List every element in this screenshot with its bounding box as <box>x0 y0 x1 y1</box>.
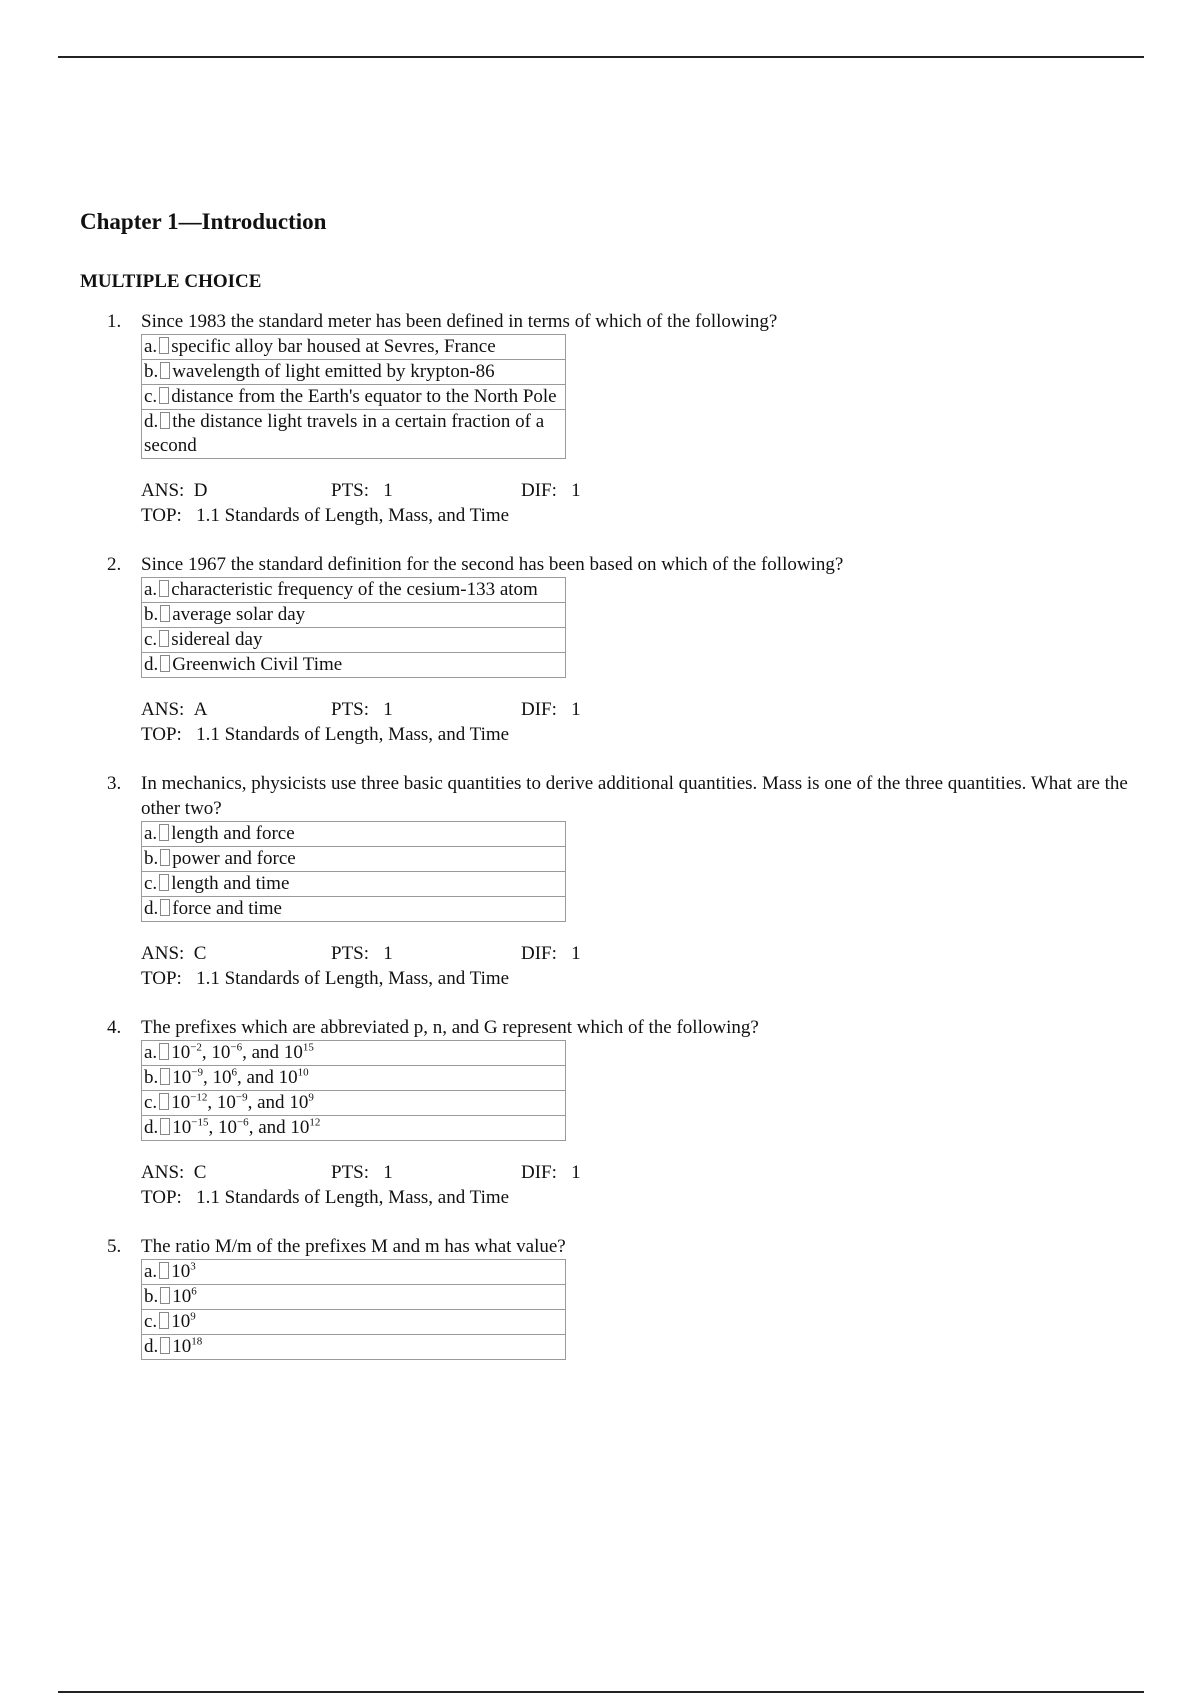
question-number: 4. <box>107 1017 122 1038</box>
option-letter: d. <box>144 1336 159 1357</box>
option-letter: a. <box>144 1261 158 1282</box>
pts-value: 1 <box>383 480 393 501</box>
power-base: 10 <box>171 1311 191 1332</box>
answer-meta <box>141 478 1130 528</box>
top-value: 1.1 Standards of Length, Mass, and Time <box>196 1187 510 1208</box>
option-row <box>142 1285 566 1310</box>
meta-row <box>141 503 1130 528</box>
option-row <box>142 1091 566 1116</box>
meta-row <box>141 966 1130 991</box>
options-table <box>141 1040 566 1141</box>
option-cell <box>142 335 566 360</box>
power-exponent: −12 <box>190 1091 208 1104</box>
checkbox-glyph-icon <box>160 655 170 672</box>
option-cell <box>142 603 566 628</box>
power-base: 10 <box>172 1117 192 1138</box>
power-base: 10 <box>172 1286 192 1307</box>
question-body <box>141 309 1130 528</box>
option-letter: b. <box>144 1067 159 1088</box>
top-value: 1.1 Standards of Length, Mass, and Time <box>196 505 510 526</box>
meta-row <box>141 722 1130 747</box>
document-body <box>80 210 1130 1384</box>
dif-label: DIF: <box>521 1162 557 1183</box>
option-text: length and time <box>171 873 290 894</box>
option-row <box>142 628 566 653</box>
dif-value: 1 <box>571 1162 581 1183</box>
options-table <box>141 1259 566 1360</box>
option-cell <box>142 872 566 897</box>
topic <box>141 503 509 528</box>
option-cell: b. $10^{-9}$, $10^6$, and $10^{10}$ <box>142 1066 566 1091</box>
option-letter: a. <box>144 823 158 844</box>
power-base: 10 <box>171 1092 191 1113</box>
top-value: 1.1 Standards of Length, Mass, and Time <box>196 724 510 745</box>
option-cell <box>142 653 566 678</box>
option-text: sidereal day <box>171 629 263 650</box>
option-text: distance from the Earth's equator to the North Pole <box>171 386 557 407</box>
option-cell <box>142 578 566 603</box>
option-letter: c. <box>144 1311 158 1332</box>
checkbox-glyph-icon <box>159 1043 169 1060</box>
dif-value: 1 <box>571 699 581 720</box>
pts-value: 1 <box>383 943 393 964</box>
checkbox-glyph-icon <box>160 849 170 866</box>
question <box>80 1234 1130 1360</box>
dif-label: DIF: <box>521 943 557 964</box>
meta-row <box>141 478 1130 503</box>
options-table <box>141 821 566 922</box>
question-list <box>80 309 1130 1360</box>
question-text: Since 1967 the standard definition for the second has been based on which of the following? <box>141 554 844 575</box>
option-row <box>142 385 566 410</box>
power-exponent: 18 <box>191 1335 203 1348</box>
option-cell <box>142 385 566 410</box>
option-letter: d. <box>144 1117 159 1138</box>
top-label: TOP: <box>141 724 182 745</box>
points <box>331 941 521 966</box>
option-row <box>142 578 566 603</box>
top-label: TOP: <box>141 1187 182 1208</box>
option-cell <box>142 1310 566 1335</box>
option-text: characteristic frequency of the cesium-133 atom <box>171 579 538 600</box>
chapter-title: Chapter 1—Introduction <box>80 209 327 234</box>
power-exponent: 15 <box>302 1041 314 1054</box>
option-row <box>142 1335 566 1360</box>
checkbox-glyph-icon <box>160 412 170 429</box>
option-letter: c. <box>144 629 158 650</box>
option-letter: d. <box>144 898 159 919</box>
checkbox-glyph-icon <box>160 1337 170 1354</box>
header-rule <box>58 56 1144 58</box>
power-base: 10 <box>278 1067 298 1088</box>
option-text: average solar day <box>172 604 306 625</box>
option-cell <box>142 1285 566 1310</box>
power-base: 10 <box>172 1067 192 1088</box>
option-cell: d. $10^{-15}$, $10^{-6}$, and $10^{12}$ <box>142 1116 566 1141</box>
option-letter: b. <box>144 1286 159 1307</box>
power-exponent: −6 <box>230 1041 243 1054</box>
option-letter: b. <box>144 361 159 382</box>
pts-label: PTS: <box>331 943 370 964</box>
question <box>80 552 1130 747</box>
pts-value: 1 <box>383 1162 393 1183</box>
points <box>331 1160 521 1185</box>
option-row <box>142 897 566 922</box>
dif-value: 1 <box>571 480 581 501</box>
option-text: power and force <box>172 848 296 869</box>
option-cell: a. $10^{-2}$, $10^{-6}$, and $10^{15}$ <box>142 1041 566 1066</box>
power-base: 10 <box>211 1042 231 1063</box>
option-letter: a. <box>144 336 158 357</box>
option-text: force and time <box>172 898 282 919</box>
top-value: 1.1 Standards of Length, Mass, and Time <box>196 968 510 989</box>
option-row <box>142 1310 566 1335</box>
checkbox-glyph-icon <box>159 580 169 597</box>
question-text: The ratio M/m of the prefixes M and m has what value? <box>141 1236 566 1257</box>
power-base: 10 <box>289 1092 309 1113</box>
option-row <box>142 847 566 872</box>
option-cell <box>142 360 566 385</box>
power-exponent: 10 <box>297 1066 309 1079</box>
difficulty <box>521 697 581 722</box>
option-text: the distance light travels in a certain fraction of a second <box>144 411 545 456</box>
power-exponent: 12 <box>309 1116 321 1129</box>
question-text: The prefixes which are abbreviated p, n, and G represent which of the following? <box>141 1017 759 1038</box>
power-base: 10 <box>171 1261 191 1282</box>
power-exponent: 6 <box>231 1066 237 1079</box>
power-base: 10 <box>283 1042 303 1063</box>
question-text: In mechanics, physicists use three basic quantities to derive additional quantities. Mass is one of the three quantities. What are the other two? <box>141 773 1128 819</box>
option-cell <box>142 822 566 847</box>
answer-meta <box>141 1160 1130 1210</box>
question-number: 3. <box>107 773 122 794</box>
option-row <box>142 872 566 897</box>
option-letter: c. <box>144 1092 158 1113</box>
option-row <box>142 1041 566 1066</box>
checkbox-glyph-icon <box>160 1068 170 1085</box>
power-base: 10 <box>212 1067 232 1088</box>
answer-meta <box>141 941 1130 991</box>
power-exponent: 6 <box>191 1285 197 1298</box>
power-exponent: −9 <box>191 1066 203 1079</box>
option-row <box>142 360 566 385</box>
option-letter: b. <box>144 604 159 625</box>
option-text: specific alloy bar housed at Sevres, France <box>171 336 496 357</box>
checkbox-glyph-icon <box>160 1287 170 1304</box>
difficulty <box>521 941 581 966</box>
section-title: MULTIPLE CHOICE <box>80 271 262 292</box>
pts-label: PTS: <box>331 480 370 501</box>
option-row <box>142 603 566 628</box>
ans-label: ANS: <box>141 480 185 501</box>
power-base: 10 <box>171 1042 191 1063</box>
checkbox-glyph-icon <box>159 1262 169 1279</box>
power-base: 10 <box>290 1117 310 1138</box>
question-text: Since 1983 the standard meter has been defined in terms of which of the following? <box>141 311 778 332</box>
option-row <box>142 335 566 360</box>
answer <box>141 1160 331 1185</box>
power-base: 10 <box>172 1336 192 1357</box>
pts-value: 1 <box>383 699 393 720</box>
option-cell <box>142 1335 566 1360</box>
option-letter: b. <box>144 848 159 869</box>
answer <box>141 697 331 722</box>
ans-value: A <box>193 699 208 720</box>
meta-row <box>141 941 1130 966</box>
answer-meta <box>141 697 1130 747</box>
topic <box>141 1185 509 1210</box>
question <box>80 1015 1130 1210</box>
checkbox-glyph-icon <box>159 337 169 354</box>
option-text: Greenwich Civil Time <box>172 654 343 675</box>
checkbox-glyph-icon <box>160 899 170 916</box>
topic <box>141 722 509 747</box>
answer <box>141 941 331 966</box>
checkbox-glyph-icon <box>159 874 169 891</box>
question <box>80 309 1130 528</box>
option-cell <box>142 1260 566 1285</box>
option-row <box>142 1116 566 1141</box>
power-exponent: 9 <box>190 1310 196 1323</box>
question-body <box>141 552 1130 747</box>
option-letter: a. <box>144 1042 158 1063</box>
power-exponent: −2 <box>190 1041 202 1054</box>
option-row <box>142 1260 566 1285</box>
option-cell: c. $10^{-12}$, $10^{-9}$, and $10^9$ <box>142 1091 566 1116</box>
options-table <box>141 577 566 678</box>
checkbox-glyph-icon <box>159 1093 169 1110</box>
meta-row <box>141 1185 1130 1210</box>
checkbox-glyph-icon <box>159 1312 169 1329</box>
option-row <box>142 1066 566 1091</box>
option-row <box>142 653 566 678</box>
power-exponent: −15 <box>191 1116 209 1129</box>
question-number: 1. <box>107 311 122 332</box>
points <box>331 478 521 503</box>
topic <box>141 966 509 991</box>
checkbox-glyph-icon <box>160 362 170 379</box>
dif-label: DIF: <box>521 480 557 501</box>
option-letter: d. <box>144 654 159 675</box>
power-exponent: −6 <box>236 1116 249 1129</box>
option-cell <box>142 847 566 872</box>
option-letter: c. <box>144 873 158 894</box>
checkbox-glyph-icon <box>159 387 169 404</box>
ans-value: D <box>193 480 208 501</box>
pts-label: PTS: <box>331 1162 370 1183</box>
option-row <box>142 410 566 459</box>
ans-label: ANS: <box>141 1162 185 1183</box>
option-row <box>142 822 566 847</box>
power-exponent: −9 <box>235 1091 248 1104</box>
option-cell <box>142 628 566 653</box>
option-letter: a. <box>144 579 158 600</box>
option-cell <box>142 897 566 922</box>
option-text: length and force <box>171 823 295 844</box>
dif-value: 1 <box>571 943 581 964</box>
question-body <box>141 771 1130 991</box>
question-number: 5. <box>107 1236 122 1257</box>
difficulty <box>521 478 581 503</box>
power-base: 10 <box>216 1092 236 1113</box>
option-text: wavelength of light emitted by krypton-86 <box>172 361 495 382</box>
dif-label: DIF: <box>521 699 557 720</box>
power-exponent: 3 <box>190 1260 196 1273</box>
option-letter: d. <box>144 411 159 432</box>
pts-label: PTS: <box>331 699 370 720</box>
points <box>331 697 521 722</box>
question-body <box>141 1234 1130 1360</box>
meta-row <box>141 1160 1130 1185</box>
option-cell <box>142 410 566 459</box>
ans-label: ANS: <box>141 943 185 964</box>
power-exponent: 9 <box>308 1091 314 1104</box>
footer-rule <box>58 1691 1144 1693</box>
answer <box>141 478 331 503</box>
ans-value: C <box>193 1162 207 1183</box>
top-label: TOP: <box>141 968 182 989</box>
option-letter: c. <box>144 386 158 407</box>
question-number: 2. <box>107 554 122 575</box>
difficulty <box>521 1160 581 1185</box>
checkbox-glyph-icon <box>159 630 169 647</box>
power-base: 10 <box>217 1117 237 1138</box>
checkbox-glyph-icon <box>159 824 169 841</box>
ans-label: ANS: <box>141 699 185 720</box>
checkbox-glyph-icon <box>160 605 170 622</box>
ans-value: C <box>193 943 207 964</box>
top-label: TOP: <box>141 505 182 526</box>
meta-row <box>141 697 1130 722</box>
question-body <box>141 1015 1130 1210</box>
question <box>80 771 1130 991</box>
options-table <box>141 334 566 459</box>
checkbox-glyph-icon <box>160 1118 170 1135</box>
